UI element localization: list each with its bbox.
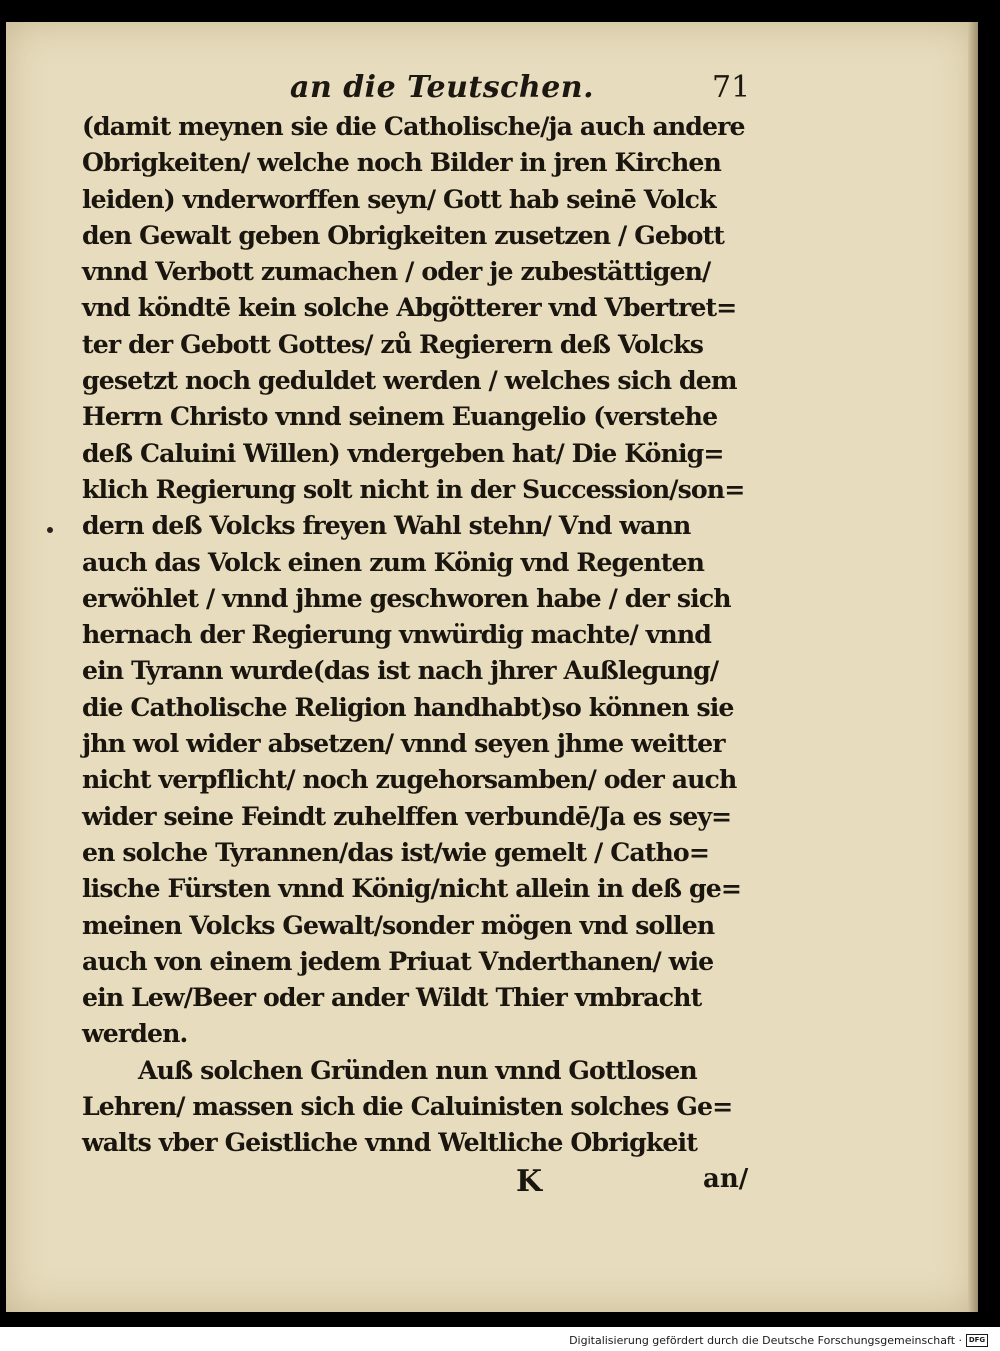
text-line: Herrn Christo vnnd seinem Euangelio (verstehe <box>82 401 718 432</box>
text-line: Obrigkeiten/ welche noch Bilder in jren Kirchen <box>82 147 721 178</box>
running-head: an die Teutschen. <box>290 70 595 105</box>
page-edge <box>968 22 978 1312</box>
text-line: gesetzt noch geduldet werden / welches sich dem <box>82 365 737 396</box>
text-line: meinen Volcks Gewalt/sonder mögen vnd sollen <box>82 909 715 940</box>
margin-mark <box>47 527 53 533</box>
text-line: den Gewalt geben Obrigkeiten zusetzen / Gebott <box>82 219 725 250</box>
text-line: ein Tyrann wurde(das ist nach jhrer Außlegung/ <box>82 655 719 686</box>
text-line: en solche Tyrannen/das ist/wie gemelt / Catho= <box>82 836 710 867</box>
text-line: klich Regierung solt nicht in der Succession/son= <box>82 473 745 504</box>
text-line: jhn wol wider absetzen/ vnnd seyen jhme weitter <box>82 728 725 759</box>
text-line: ter der Gebott Gottes/ zů Regierern deß Volcks <box>82 328 704 359</box>
digitization-credit <box>569 1334 988 1347</box>
text-line: nicht verpflicht/ noch zugehorsamben/ oder auch <box>82 764 737 795</box>
text-line: die Catholische Religion handhabt)so können sie <box>82 691 734 722</box>
dfg-logo-icon: DFG <box>966 1334 988 1347</box>
text-line: hernach der Regierung vnwürdig machte/ vnnd <box>82 619 711 650</box>
text-line: ein Lew/Beer oder ander Wildt Thier vmbracht <box>82 982 702 1013</box>
paragraph-start-line: Auß solchen Gründen nun vnnd Gottlosen <box>138 1054 697 1085</box>
text-line: auch von einem jedem Priuat Vnderthanen/ wie <box>82 945 714 976</box>
text-line: lische Fürsten vnnd König/nicht allein in deß ge= <box>82 873 742 904</box>
text-line: werden. <box>82 1018 188 1049</box>
credit-text: Digitalisierung gefördert durch die Deutsche Forschungsgemeinschaft · <box>569 1334 962 1347</box>
catchword: an/ <box>703 1164 749 1194</box>
page-number: 71 <box>712 70 751 105</box>
text-line: walts vber Geistliche vnnd Weltliche Obrigkeit <box>82 1127 697 1158</box>
text-line: Lehren/ massen sich die Caluinisten solches Ge= <box>82 1091 733 1122</box>
text-line: (damit meynen sie die Catholische/ja auch andere <box>82 111 745 141</box>
body-text <box>82 108 782 1161</box>
text-line: vnd köndtē kein solche Abgötterer vnd Vbertret= <box>82 292 737 323</box>
text-line: wider seine Feindt zuhelffen verbundē/Ja es sey= <box>82 800 732 831</box>
text-line: dern deß Volcks freyen Wahl stehn/ Vnd wann <box>82 510 691 541</box>
text-line: erwöhlet / vnnd jhme geschworen habe / der sich <box>82 582 731 613</box>
text-line: vnnd Verbott zumachen / oder je zubestättigen/ <box>82 256 711 287</box>
signature-mark: K <box>516 1164 543 1199</box>
text-line: deß Caluini Willen) vndergeben hat/ Die König= <box>82 437 724 468</box>
text-line: leiden) vnderworffen seyn/ Gott hab seinē Volck <box>82 183 716 214</box>
text-line: auch das Volck einen zum König vnd Regenten <box>82 546 705 577</box>
